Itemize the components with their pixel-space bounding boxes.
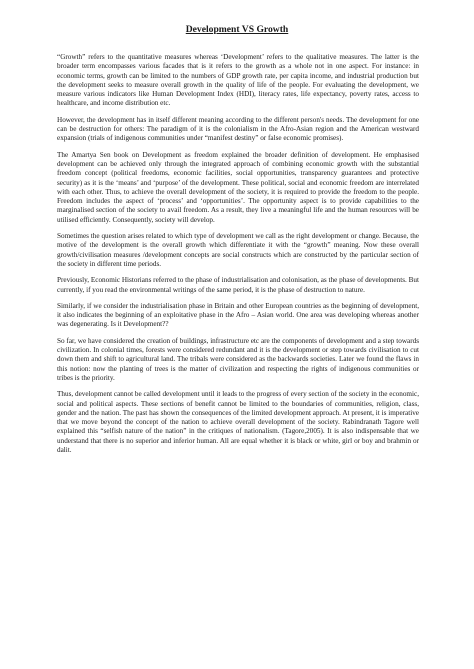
document-title: Development VS Growth [185,24,289,35]
paragraph-amartya-sen: The Amartya Sen book on Development as freedom explained the broader definition of development. He emphasised development can be achieved only through the integrated approach of combining economic growth with the substantial freedom concept (political freedoms, economic facilities, social opportunities, transparency guarantees and protective security) as it is the ‘means’ and ‘purpose’ of the development. These political, social and economic freedom are interrelated with each other. Thus, to achieve the overall development of the society, it is required to provide the freedom to the people. Freedom includes the aspect of ‘process’ and ‘opportunities’. The opportunity aspect is to provide capabilities to the marginalised section of the society to avail freedom. As a result, they live a meaningful life and the human resources will be utilised efficiently. Consequently, society will develop. [57,150,419,224]
paragraph-conclusion: Thus, development cannot be called development until it leads to the progress of every section of the society in the economic, social and political aspects. These sections of benefit cannot be limited to the boundaries of communities, religion, class, gender and the nation. The past has shown the consequences of the limited development approach. At present, it is imperative that we move beyond the concept of the nation to achieve overall development of the society. Rabindranath Tagore well explained this “selfish nature of the nation” in the critiques of nationalism. (Tagore,2005). It is also indispensable that we understand that there is no superior and inferior human. All are equal whether it is black or white, girl or boy and brahmin or dalit. [57,390,419,454]
paragraph-growth-vs-development: “Growth” refers to the quantitative measures whereas ‘Development’ refers to the qualitative measures. The latter is the broader term encompasses various facades that is it refers to the growth as a whole not in one aspect. For instance: in economic terms, growth can be limited to the numbers of GDP growth rate, per capita income, and industrial production but the development seeks to measure overall growth in the quality of life of the people. For evaluating the development, we measure various indicators like Human Development Index (HDI), literacy rates, life expectancy, poverty rates, access to healthcare, and income distribution etc. [57,53,419,108]
document-body [57,53,419,462]
paragraph-economic-historians: Previously, Economic Historians referred to the phase of industrialisation and colonisation, as the phase of developments. But currently, if you read the environmental writings of the same period, it is the phase of destruction to nature. [57,276,419,294]
paragraph-right-development: Sometimes the question arises related to which type of development we call as the right development or change. Because, the motive of the development is the overall growth which differentiate it with the “growth” meaning. Now these overall growth/civilisation measures /development concepts are social constructs which are constructed by the particular section of the society in different time periods. [57,232,419,268]
paragraph-industrialisation: Similarly, if we consider the industrialisation phase in Britain and other European countries as the beginning of development, it also indicates the beginning of an exploitative phase in the Afro – Asian world. One area was developing whereas another was degenerating. Is it Development?? [57,301,419,329]
paragraph-different-meaning: However, the development has in itself different meaning according to the different person's needs. The development for one can be destruction for others: The paradigm of it is the colonialism in the Afro-Asian region and the American westward expansion (trials of indigenous communities under “manifest destiny” or false economic promises). [57,115,419,143]
paragraph-civilization: So far, we have considered the creation of buildings, infrastructure etc are the components of development and a step towards civilization. In colonial times, forests were considered redundant and it is the development or step towards civilisation to cut down them and shift to agricultural land. The tribals were considered as the backwards societies. Later we found the flaws in this notion: now the planting of trees is the matter of civilization and respecting the rights of indigenous communities or tribes is the priority. [57,336,419,382]
